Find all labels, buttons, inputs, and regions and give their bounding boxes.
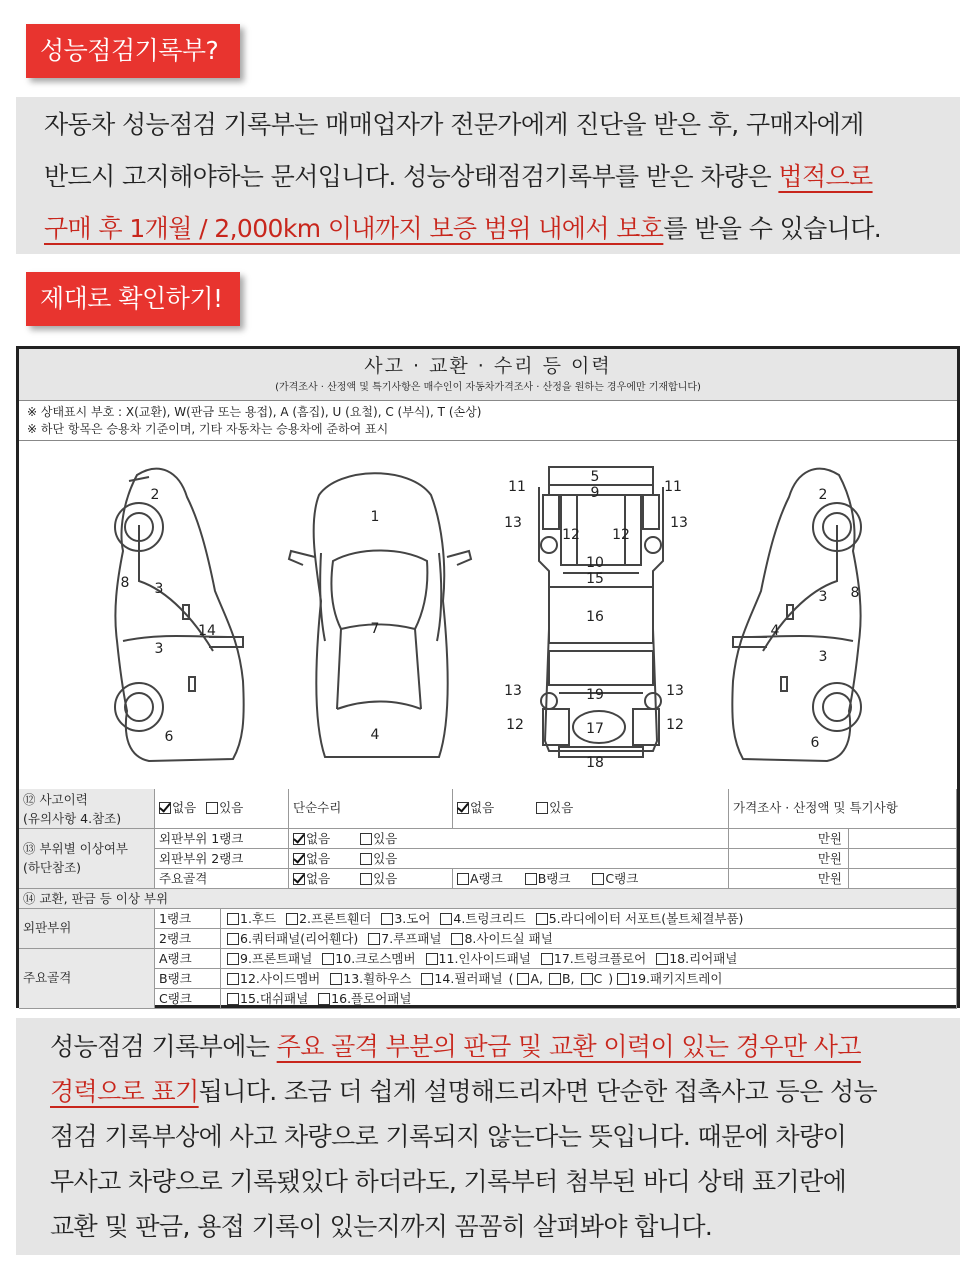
legend-symbols: ※ 상태표시 부호 : X(교환), W(판금 또는 용접), A (흠집), U (요철), C (부식), T (손상) (27, 405, 482, 419)
intro-highlight: 법적으로 (778, 162, 873, 191)
form-header (19, 349, 957, 401)
form-subtitle: (가격조사 · 산정액 및 특기사항은 매수인이 자동차가격조사 · 산정을 원하는 경우에만 기재합니다) (275, 382, 701, 393)
part-label: 7.루프패널 (381, 931, 442, 946)
diagram-number: 4 (370, 727, 380, 743)
checkbox[interactable] (227, 933, 239, 945)
accident-history-options (155, 789, 289, 829)
intro-panel (16, 97, 960, 254)
part-label: C (593, 971, 603, 986)
diagram-number: 13 (670, 515, 688, 531)
part-label: 14.필러패널 (434, 971, 503, 986)
part-label: 16.플로어패널 (331, 991, 412, 1006)
explain-line-5: 교환 및 판금, 용접 기록이 있는지까지 꼼꼼히 살펴봐야 합니다. (50, 1212, 713, 1241)
frame-label: 주요골격 (155, 869, 289, 889)
rank2-label: 2랭크 (155, 929, 221, 949)
explain-line-3: 점검 기록부상에 사고 차량으로 기록되지 않는다는 뜻입니다. 때문에 차량이 (50, 1122, 847, 1151)
part-label: 13.휠하우스 (343, 971, 412, 986)
checkbox[interactable] (549, 973, 561, 985)
checkbox[interactable] (318, 993, 330, 1005)
price-won: 만원 (729, 849, 849, 869)
simple-repair-options (453, 789, 729, 829)
diagram-number: 11 (508, 479, 526, 495)
checkbox[interactable] (617, 973, 629, 985)
explanation-panel (16, 1018, 960, 1255)
diagram-number: 3 (154, 581, 164, 597)
option-label: 없음 (306, 871, 331, 886)
rank2-items (221, 929, 957, 949)
form-title: 사고 · 교환 · 수리 등 이력 (364, 355, 612, 377)
option-label: 있음 (373, 871, 398, 886)
label-subtext: (유의사항 4.참조) (23, 811, 122, 826)
part-label: 17.트렁크플로어 (553, 951, 647, 966)
checkbox[interactable] (360, 833, 372, 845)
paren: ) (608, 971, 614, 986)
explain-line-2 (50, 1069, 960, 1114)
price-won: 만원 (729, 869, 849, 889)
outer-rank2-options (289, 849, 729, 869)
checkbox-checked[interactable] (293, 853, 305, 865)
part-label: 10.크로스멤버 (335, 951, 416, 966)
diagram-number: 3 (818, 649, 828, 665)
part-label: 2.프론트휀더 (299, 911, 372, 926)
frame-rank-options (453, 869, 729, 889)
diagram-number: 4 (770, 623, 780, 639)
car-right-side-view (732, 469, 861, 761)
rankC-label: C랭크 (155, 989, 221, 1009)
diagram-number: 14 (198, 623, 216, 639)
diagram-number: 18 (586, 755, 604, 771)
checkbox[interactable] (426, 953, 438, 965)
price-blank (849, 869, 957, 889)
checkbox-checked[interactable] (457, 802, 469, 814)
label-subtext: (하단참조) (23, 860, 82, 875)
checkbox[interactable] (536, 802, 548, 814)
part-label: A, (530, 971, 543, 986)
rankC-items (221, 989, 957, 1009)
part-label: 9.프론트패널 (240, 951, 313, 966)
option-label: C랭크 (605, 871, 639, 886)
diagram-number: 3 (818, 589, 828, 605)
checkbox[interactable] (330, 973, 342, 985)
diagram-number: 13 (504, 683, 522, 699)
paren: ( (508, 971, 514, 986)
part-label: 8.사이드실 패널 (464, 931, 553, 946)
checkbox[interactable] (440, 913, 452, 925)
checkbox[interactable] (286, 913, 298, 925)
checkbox[interactable] (581, 973, 593, 985)
diagram-number: 12 (612, 527, 630, 543)
part-label: 1.후드 (240, 911, 277, 926)
intro-line-2 (44, 151, 960, 203)
intro-line-1: 자동차 성능점검 기록부는 매매업자가 전문가에게 진단을 받은 후, 구매자에게 (44, 110, 864, 139)
explain-line-4: 무사고 차량으로 기록됐있다 하더라도, 기록부터 첨부된 바디 상태 표기란에 (50, 1167, 847, 1196)
checkbox[interactable] (421, 973, 433, 985)
part-status-label (19, 829, 155, 889)
explain-text: 성능점검 기록부에는 (50, 1032, 277, 1061)
checkbox[interactable] (227, 913, 239, 925)
section-tag-check: 제대로 확인하기! (26, 272, 240, 326)
rankA-items (221, 949, 957, 969)
diagram-number: 10 (586, 555, 604, 571)
diagram-number: 5 (590, 469, 600, 485)
price-blank (849, 849, 957, 869)
diagram-number: 1 (370, 509, 380, 525)
diagram-number: 13 (504, 515, 522, 531)
checkbox[interactable] (227, 993, 239, 1005)
part-label: 6.쿼터패널(리어휀다) (240, 931, 359, 946)
checkbox[interactable] (322, 953, 334, 965)
inspection-form (16, 346, 960, 1008)
part-label: 15.대쉬패널 (240, 991, 309, 1006)
price-blank (849, 829, 957, 849)
history-table (19, 789, 957, 1008)
option-label: 있음 (219, 800, 244, 815)
diagram-number: 12 (562, 527, 580, 543)
exchange-section-label: ⑭ 교환, 판금 등 이상 부위 (19, 889, 957, 909)
option-label: 있음 (373, 851, 398, 866)
checkbox-checked[interactable] (293, 833, 305, 845)
car-left-side-view (115, 469, 244, 761)
option-label: B랭크 (537, 871, 571, 886)
checkbox[interactable] (227, 973, 239, 985)
option-label: 없음 (306, 851, 331, 866)
diagram-number: 19 (586, 687, 604, 703)
label-text: ⑫ 사고이력 (23, 792, 88, 807)
intro-highlight: 구매 후 1개월 / 2,000km 이내까지 보증 범위 내에서 보호 (44, 214, 664, 243)
part-label: 19.패키지트레이 (630, 971, 723, 986)
outer-rank1-label: 외판부위 1랭크 (155, 829, 289, 849)
explain-line-1 (50, 1024, 960, 1069)
part-label: 5.라디에이터 서포트(볼트체결부품) (548, 911, 744, 926)
option-label: 없음 (470, 800, 495, 815)
checkbox[interactable] (457, 873, 469, 885)
explain-highlight: 주요 골격 부분의 판금 및 교환 이력이 있는 경우만 사고 (276, 1032, 861, 1061)
section-tag-what-is: 성능점검기록부? (26, 24, 240, 78)
price-won: 만원 (729, 829, 849, 849)
outer-rank1-options (289, 829, 729, 849)
car-top-view (289, 473, 471, 757)
diagram-number: 12 (506, 717, 524, 733)
checkbox[interactable] (451, 933, 463, 945)
legend-note: ※ 하단 항목은 승용차 기준이며, 기타 자동차는 승용차에 준하여 표시 (27, 422, 389, 436)
explain-highlight: 경력으로 표기 (50, 1077, 199, 1106)
diagram-number: 8 (850, 585, 860, 601)
rankB-items (221, 969, 957, 989)
checkbox[interactable] (536, 913, 548, 925)
option-label: 없음 (306, 831, 331, 846)
accident-history-label (19, 789, 155, 829)
part-label: B, (561, 971, 575, 986)
outer-rank2-label: 외판부위 2랭크 (155, 849, 289, 869)
option-label: 없음 (172, 800, 197, 815)
diagram-number: 13 (666, 683, 684, 699)
checkbox[interactable] (360, 873, 372, 885)
diagram-number: 12 (666, 717, 684, 733)
checkbox[interactable] (656, 953, 668, 965)
diagram-number: 2 (818, 487, 828, 503)
diagram-number: 2 (150, 487, 160, 503)
diagram-number: 7 (370, 621, 380, 637)
checkbox-checked[interactable] (159, 802, 171, 814)
intro-text: 반드시 고지해야하는 문서입니다. 성능상태점검기록부를 받은 차량은 (44, 162, 779, 191)
checkbox[interactable] (517, 973, 529, 985)
option-label: A랭크 (470, 871, 503, 886)
checkbox[interactable] (368, 933, 380, 945)
diagram-number: 17 (586, 721, 604, 737)
main-frame-label: 주요골격 (19, 949, 155, 1009)
explain-text: 됩니다. 조금 더 쉽게 설명해드리자면 단순한 접촉사고 등은 성능 (198, 1077, 878, 1106)
diagram-number: 11 (664, 479, 682, 495)
part-label: 11.인사이드패널 (438, 951, 531, 966)
form-legend (19, 401, 957, 441)
part-label: 4.트렁크리드 (453, 911, 526, 926)
checkbox[interactable] (381, 913, 393, 925)
diagram-number: 8 (120, 575, 130, 591)
outer-parts-label: 외판부위 (19, 909, 155, 949)
rank1-label: 1랭크 (155, 909, 221, 929)
car-body-diagram (19, 441, 957, 789)
checkbox[interactable] (227, 953, 239, 965)
rankB-label: B랭크 (155, 969, 221, 989)
label-text: ⑬ 부위별 이상여부 (23, 841, 128, 856)
option-label: 있음 (549, 800, 574, 815)
checkbox-checked[interactable] (293, 873, 305, 885)
intro-line-3 (44, 203, 960, 255)
diagram-number: 3 (154, 641, 164, 657)
part-label: 3.도어 (394, 911, 431, 926)
checkbox[interactable] (541, 953, 553, 965)
price-note-label: 가격조사 · 산정액 및 특기사항 (729, 789, 957, 829)
option-label: 있음 (373, 831, 398, 846)
simple-repair-label: 단순수리 (289, 789, 453, 829)
frame-options (289, 869, 453, 889)
diagram-number: 16 (586, 609, 604, 625)
checkbox[interactable] (592, 873, 604, 885)
part-label: 18.리어패널 (669, 951, 738, 966)
diagram-number: 6 (810, 735, 820, 751)
diagram-number: 9 (590, 485, 600, 501)
diagram-number: 6 (164, 729, 174, 745)
checkbox[interactable] (360, 853, 372, 865)
checkbox[interactable] (206, 802, 218, 814)
diagram-number: 15 (586, 571, 604, 587)
checkbox[interactable] (525, 873, 537, 885)
rank1-items (221, 909, 957, 929)
rankA-label: A랭크 (155, 949, 221, 969)
part-label: 12.사이드멤버 (240, 971, 321, 986)
intro-text: 를 받을 수 있습니다. (663, 214, 882, 243)
